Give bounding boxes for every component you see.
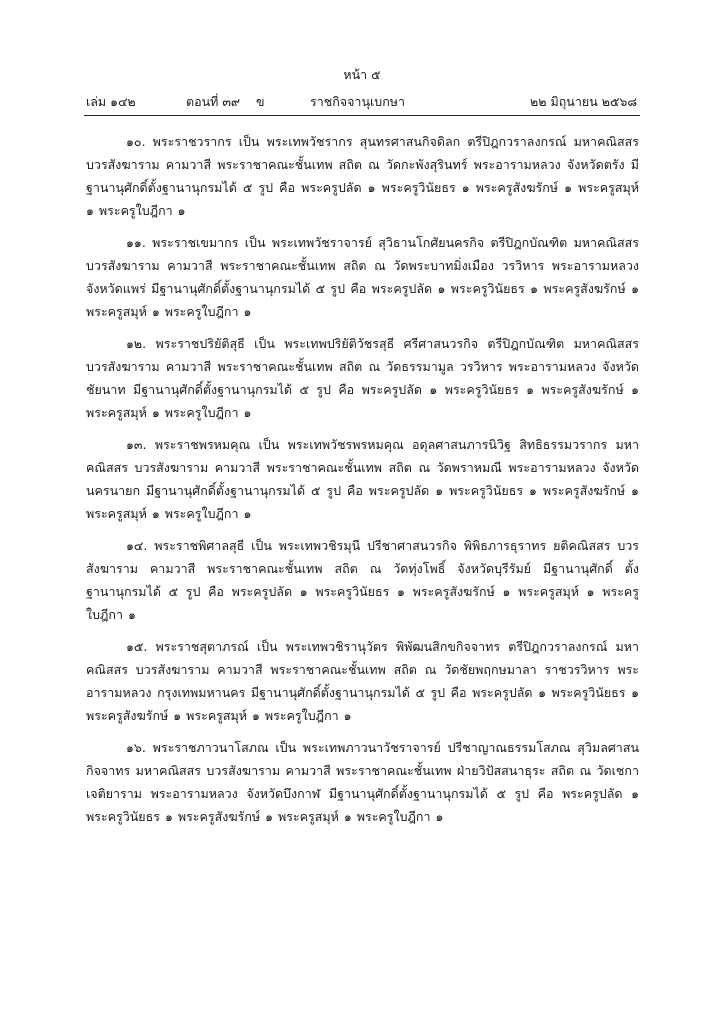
gazette-name: ราชกิจจานุเบกษา [310, 94, 406, 109]
volume-number: เล่ม ๑๔๒ [86, 94, 136, 109]
document-body [86, 130, 639, 837]
paragraph-10: ๑๐. พระราชวรากร เป็น พระเทพวัชรากร สุนทรศาสนกิจดิลก ตรีปิฎกวราลงกรณ์ มหาคณิสสร บวรสังฆาราม คามวาสี พระราชาคณะชั้นเทพ สถิต ณ วัดกะพังสุรินทร์ พระอารามหลวง จังหวัดตรัง มีฐานานุศักดิ์ตั้งฐานานุกรมได้ ๕ รูป คือ พระครูปลัด ๑ พระครูวินัยธร ๑ พระครูสังฆรักษ์ ๑ พระครูสมุห์ ๑ พระครูใบฎีกา ๑ [86, 134, 639, 218]
paragraph-15: ๑๕. พระราชสุตาภรณ์ เป็น พระเทพวชิรานุวัตร พิพัฒนสิกขกิจจาทร ตรีปิฎกวราลงกรณ์ มหาคณิสสร บวรสังฆาราม คามวาสี พระราชาคณะชั้นเทพ สถิต ณ วัดชัยพฤกษมาลา ราชวรวิหาร พระอารามหลวง กรุงเทพมหานคร มีฐานานุศักดิ์ตั้งฐานานุกรมได้ ๕ รูป คือ พระครูปลัด ๑ พระครูวินัยธร ๑ พระครูสังฆรักษ์ ๑ พระครูสมุห์ ๑ พระครูใบฎีกา ๑ [86, 639, 639, 723]
paragraph-11: ๑๑. พระราชเขมากร เป็น พระเทพวัชราจารย์ สุวิธานโกศัยนครกิจ ตรีปิฎกบัณฑิต มหาคณิสสร บวรสังฆาราม คามวาสี พระราชาคณะชั้นเทพ สถิต ณ วัดพระบาทมิ่งเมือง วรวิหาร พระอารามหลวง จังหวัดแพร่ มีฐานานุศักดิ์ตั้งฐานานุกรมได้ ๕ รูป คือ พระครูปลัด ๑ พระครูวินัยธร ๑ พระครูสังฆรักษ์ ๑ พระครูสมุห์ ๑ พระครูใบฎีกา ๑ [86, 235, 639, 319]
paragraph-16: ๑๖. พระราชภาวนาโสภณ เป็น พระเทพภาวนาวัชราจารย์ ปรีชาญาณธรรมโสภณ สุวิมลศาสนกิจจาทร มหาคณิสสร บวรสังฆาราม คามวาสี พระราชาคณะชั้นเทพ ฝ่ายวิปัสสนาธุระ สถิต ณ วัดเชกาเจติยาราม พระอารามหลวง จังหวัดบึงกาฬ มีฐานานุศักดิ์ตั้งฐานานุกรมได้ ๕ รูป คือ พระครูปลัด ๑ พระครูวินัยธร ๑ พระครูสังฆรักษ์ ๑ พระครูสมุห์ ๑ พระครูใบฎีกา ๑ [86, 740, 639, 824]
gazette-header [0, 93, 724, 111]
publication-date: ๒๒ มิถุนายน ๒๕๖๘ [530, 94, 637, 109]
part-label: ข [256, 94, 265, 109]
paragraph-13: ๑๓. พระราชพรหมคุณ เป็น พระเทพวัชรพรหมคุณ อดุลศาสนภารนิวิฐ สิทธิธรรมวรากร มหาคณิสสร บวรสังฆาราม คามวาสี พระราชาคณะชั้นเทพ สถิต ณ วัดพราหมณี พระอารามหลวง จังหวัดนครนายก มีฐานานุศักดิ์ตั้งฐานานุกรมได้ ๕ รูป คือ พระครูปลัด ๑ พระครูวินัยธร ๑ พระครูสังฆรักษ์ ๑ พระครูสมุห์ ๑ พระครูใบฎีกา ๑ [86, 437, 639, 521]
header-divider [84, 115, 640, 116]
paragraph-12: ๑๒. พระราชปริยัติสุธี เป็น พระเทพปริยัติวัชรสุธี ศรีศาสนวรกิจ ตรีปิฎกบัณฑิต มหาคณิสสร บวรสังฆาราม คามวาสี พระราชาคณะชั้นเทพ สถิต ณ วัดธรรมามูล วรวิหาร พระอารามหลวง จังหวัดชัยนาท มีฐานานุศักดิ์ตั้งฐานานุกรมได้ ๕ รูป คือ พระครูปลัด ๑ พระครูวินัยธร ๑ พระครูสังฆรักษ์ ๑ พระครูสมุห์ ๑ พระครูใบฎีกา ๑ [86, 336, 639, 420]
paragraph-14: ๑๔. พระราชพิศาลสุธี เป็น พระเทพวชิรมุนี ปรีชาศาสนวรกิจ พิพิธภารธุราทร ยติคณิสสร บวรสังฆาราม คามวาสี พระราชาคณะชั้นเทพ สถิต ณ วัดทุ่งโพธิ์ จังหวัดบุรีรัมย์ มีฐานานุศักดิ์ ตั้งฐานานุกรมได้ ๕ รูป คือ พระครูปลัด ๑ พระครูวินัยธร ๑ พระครูสังฆรักษ์ ๑ พระครูสมุห์ ๑ พระครูใบฎีกา ๑ [86, 538, 639, 622]
section-number: ตอนที่ ๓๙ [186, 94, 241, 109]
page-number: หน้า ๕ [343, 67, 381, 82]
